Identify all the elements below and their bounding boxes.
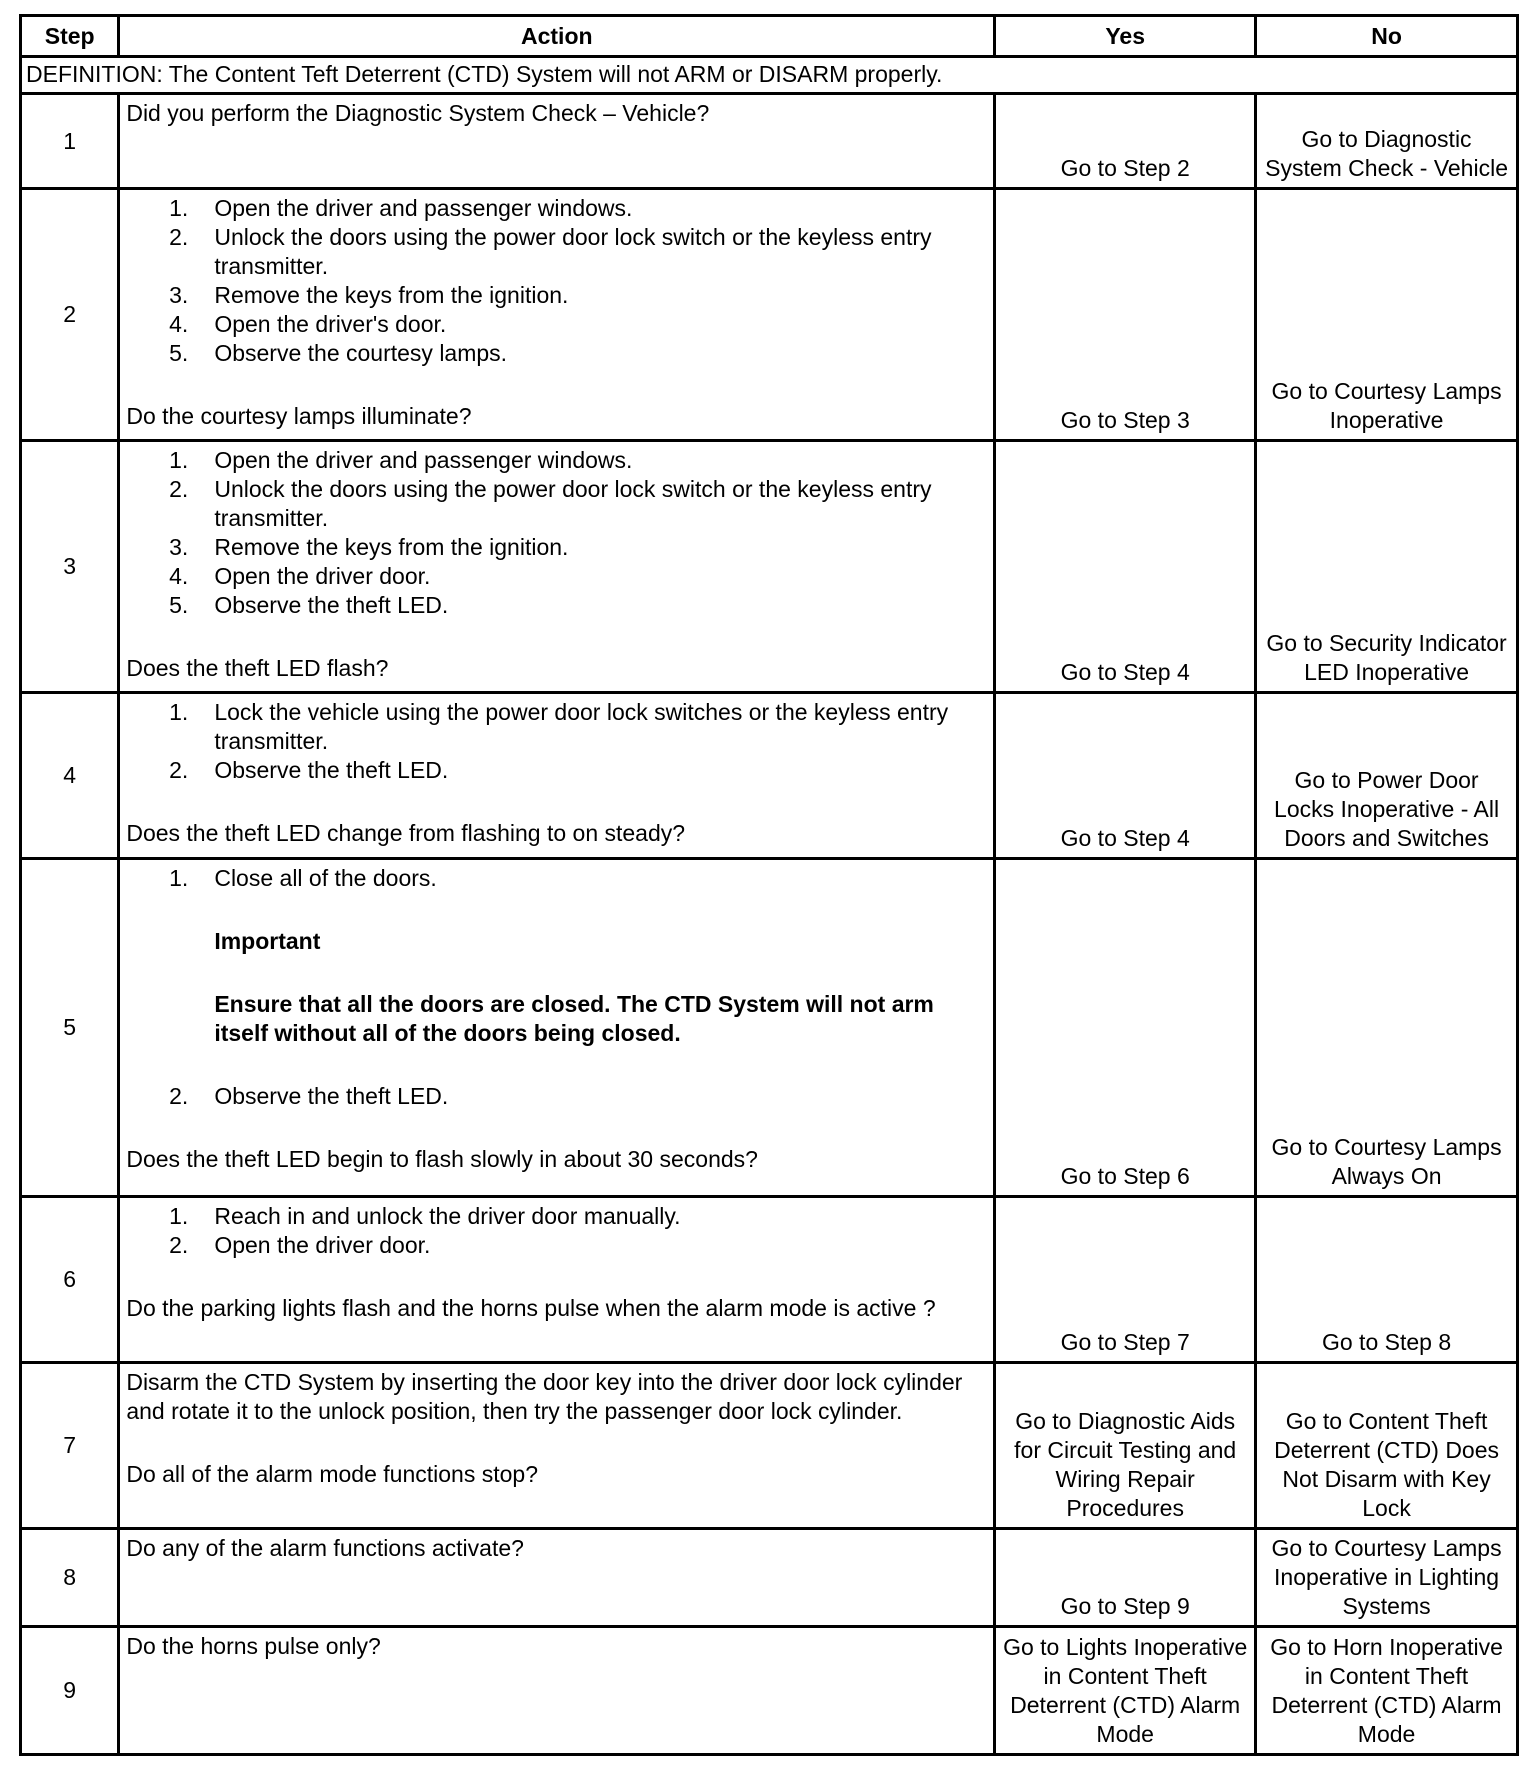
no-cell: Go to Security Indicator LED Inoperative — [1256, 441, 1518, 693]
list-item: 1. Lock the vehicle using the power door lock switches or the keyless entry transmitter. — [169, 699, 949, 754]
procedure-list — [126, 446, 987, 620]
no-cell: Go to Diagnostic System Check - Vehicle — [1256, 94, 1518, 189]
list-item: 5. Observe the courtesy lamps. — [169, 340, 508, 366]
list-item: 3. Remove the keys from the ignition. — [169, 534, 569, 560]
list-item: 2. Observe the theft LED. — [169, 1083, 449, 1109]
step-number: 6 — [21, 1197, 119, 1363]
yes-cell: Go to Step 2 — [995, 94, 1256, 189]
question: Do the courtesy lamps illuminate? — [126, 403, 472, 429]
no-cell: Go to Courtesy Lamps Always On — [1256, 859, 1518, 1197]
action-text: Disarm the CTD System by inserting the door key into the driver door lock cylinder and rotate it to the unlock position, then try the passenger door lock cylinder. — [126, 1369, 963, 1424]
list-item: 2. Unlock the doors using the power door lock switch or the keyless entry transmitter. — [169, 476, 932, 531]
no-cell: Go to Step 8 — [1256, 1197, 1518, 1363]
step-number: 5 — [21, 859, 119, 1197]
question: Do all of the alarm mode functions stop? — [126, 1461, 538, 1487]
list-item: 5. Observe the theft LED. — [169, 592, 449, 618]
no-cell: Go to Horn Inoperative in Content Theft Deterrent (CTD) Alarm Mode — [1256, 1627, 1518, 1755]
yes-cell: Go to Step 7 — [995, 1197, 1256, 1363]
table-row — [21, 441, 1518, 693]
list-item: 2. Unlock the doors using the power door lock switch or the keyless entry transmitter. — [169, 224, 932, 279]
procedure-list — [126, 194, 987, 368]
question: Do the horns pulse only? — [126, 1633, 381, 1659]
yes-cell: Go to Step 6 — [995, 859, 1256, 1197]
list-item: 4. Open the driver's door. — [169, 311, 447, 337]
step-number: 3 — [21, 441, 119, 693]
no-cell: Go to Courtesy Lamps Inoperative in Lighting Systems — [1256, 1529, 1518, 1627]
step-number: 9 — [21, 1627, 119, 1755]
action-cell — [119, 859, 995, 1197]
yes-cell: Go to Step 9 — [995, 1529, 1256, 1627]
procedure-list — [126, 864, 987, 893]
yes-cell: Go to Step 3 — [995, 189, 1256, 441]
step-number: 1 — [21, 94, 119, 189]
step-number: 4 — [21, 693, 119, 859]
list-item: 2. Open the driver door. — [169, 1232, 431, 1258]
action-cell — [119, 1363, 995, 1529]
definition-row — [21, 57, 1518, 94]
yes-cell: Go to Step 4 — [995, 441, 1256, 693]
question: Do the parking lights flash and the horns pulse when the alarm mode is active ? — [126, 1295, 936, 1321]
important-text: Ensure that all the doors are closed. The CTD System will not arm itself without all of the doors being closed. — [214, 991, 934, 1046]
no-cell: Go to Courtesy Lamps Inoperative — [1256, 189, 1518, 441]
question: Does the theft LED flash? — [126, 655, 389, 681]
question: Do any of the alarm functions activate? — [126, 1535, 524, 1561]
table-row — [21, 1627, 1518, 1755]
step-number: 8 — [21, 1529, 119, 1627]
yes-cell: Go to Diagnostic Aids for Circuit Testing and Wiring Repair Procedures — [995, 1363, 1256, 1529]
action-cell — [119, 94, 995, 189]
table-row — [21, 693, 1518, 859]
table-row — [21, 94, 1518, 189]
list-item: 1. Close all of the doors. — [169, 865, 437, 891]
action-cell — [119, 1529, 995, 1627]
table-row — [21, 1197, 1518, 1363]
action-cell — [119, 189, 995, 441]
question: Does the theft LED begin to flash slowly in about 30 seconds? — [126, 1146, 758, 1172]
action-cell — [119, 1197, 995, 1363]
action-cell — [119, 693, 995, 859]
list-item: 3. Remove the keys from the ignition. — [169, 282, 569, 308]
list-item: 4. Open the driver door. — [169, 563, 431, 589]
header-action: Action — [119, 16, 995, 57]
step-number: 2 — [21, 189, 119, 441]
important-label: Important — [214, 928, 321, 954]
table-row — [21, 1363, 1518, 1529]
yes-cell: Go to Lights Inoperative in Content Theft Deterrent (CTD) Alarm Mode — [995, 1627, 1256, 1755]
procedure-list — [126, 1202, 987, 1260]
table-row — [21, 1529, 1518, 1627]
step-number: 7 — [21, 1363, 119, 1529]
header-row — [21, 16, 1518, 57]
list-item: 1. Open the driver and passenger windows. — [169, 447, 633, 473]
yes-cell: Go to Step 4 — [995, 693, 1256, 859]
header-yes: Yes — [995, 16, 1256, 57]
diagnostic-table — [19, 14, 1519, 1756]
question: Does the theft LED change from flashing to on steady? — [126, 820, 686, 846]
procedure-list — [126, 1082, 987, 1111]
procedure-list — [126, 698, 987, 785]
list-item: 1. Reach in and unlock the driver door manually. — [169, 1203, 681, 1229]
table-row — [21, 859, 1518, 1197]
table-row — [21, 189, 1518, 441]
no-cell: Go to Power Door Locks Inoperative - All Doors and Switches — [1256, 693, 1518, 859]
no-cell: Go to Content Theft Deterrent (CTD) Does Not Disarm with Key Lock — [1256, 1363, 1518, 1529]
definition-text: DEFINITION: The Content Teft Deterrent (CTD) System will not ARM or DISARM properly. — [21, 57, 1518, 94]
header-no: No — [1256, 16, 1518, 57]
list-item: 2. Observe the theft LED. — [169, 757, 449, 783]
question: Did you perform the Diagnostic System Check – Vehicle? — [126, 100, 710, 126]
header-step: Step — [21, 16, 119, 57]
list-item: 1. Open the driver and passenger windows. — [169, 195, 633, 221]
action-cell — [119, 441, 995, 693]
action-cell — [119, 1627, 995, 1755]
